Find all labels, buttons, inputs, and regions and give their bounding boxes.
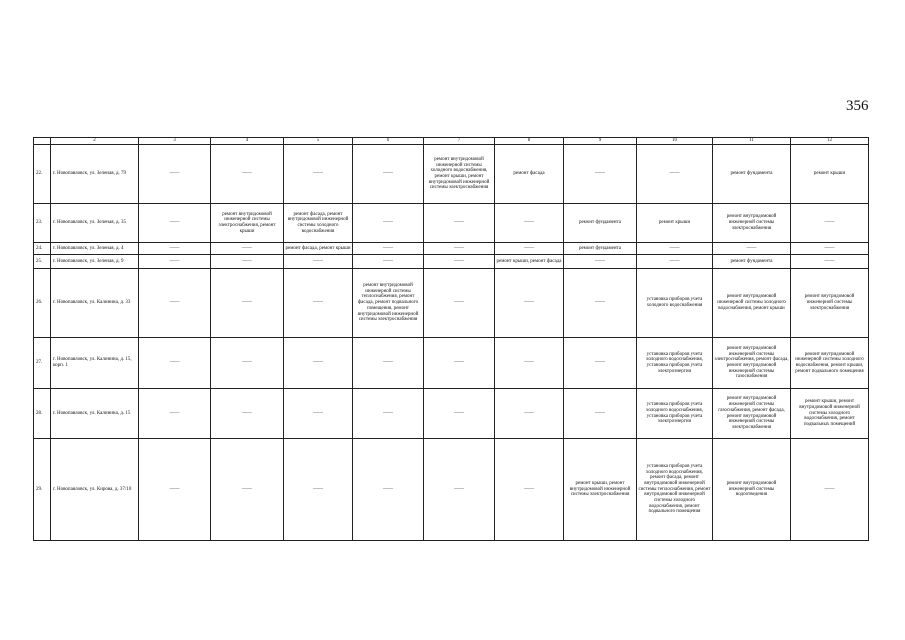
cell-col-4: ——: [211, 145, 284, 204]
cell-col-10: установка приборов учета холодного водоснабжения, установка приборов учета электроэнергии: [637, 338, 713, 389]
cell-col-11: ремонт фундамента: [713, 145, 791, 204]
header-cell-1: [34, 138, 51, 145]
cell-col-3: ——: [139, 389, 211, 439]
page-number: 356: [846, 98, 869, 114]
cell-col-3: ——: [139, 269, 211, 338]
header-cell-12: 12: [791, 138, 869, 145]
cell-col-12: ——: [791, 204, 869, 243]
cell-col-11: ремонт фундамента: [713, 255, 791, 269]
cell-col-7: ——: [424, 338, 495, 389]
cell-col-12: ремонт внутридомовой инженерной системы холодного водоснабжения, ремонт крыши, ремонт подвального помещения: [791, 338, 869, 389]
table-row: [34, 338, 869, 389]
header-cell-8: 8: [495, 138, 564, 145]
header-cell-11: 11: [713, 138, 791, 145]
row-number: 26.: [34, 269, 51, 338]
cell-col-4: ——: [211, 255, 284, 269]
header-cell-3: 3: [139, 138, 211, 145]
cell-col-11: ремонт внутридомовой инженерной системы холодного водоснабжения, ремонт крыши: [713, 269, 791, 338]
cell-col-9: ——: [564, 145, 637, 204]
cell-col-3: ——: [139, 204, 211, 243]
cell-col-5: ——: [284, 338, 353, 389]
header-cell-9: 9: [564, 138, 637, 145]
cell-col-9: ——: [564, 338, 637, 389]
cell-col-11: ремонт внутридомовой инженерной системы газоснабжения, ремонт фасада, ремонт внутридомовой инженерной системы электроснабжения: [713, 389, 791, 439]
repair-schedule-table: [33, 137, 869, 541]
cell-col-12: ремонт крыши: [791, 145, 869, 204]
cell-col-8: ремонт фасада: [495, 145, 564, 204]
cell-col-10: установка приборов учета холодного водоснабжения, ремонт фасада, ремонт внутридомовой инженерной системы теплоснабжения, ремонт внутридомовой инженерной системы холодного водоснабжения, ремонт подвального помещения: [637, 439, 713, 541]
cell-col-8: ——: [495, 389, 564, 439]
cell-col-10: установка приборов учета холодного водоснабжения: [637, 269, 713, 338]
cell-col-6: ——: [353, 439, 424, 541]
table-row: [34, 389, 869, 439]
table-row: [34, 243, 869, 255]
cell-col-9: ремонт крыши, ремонт внутридомовой инженерной системы электроснабжения: [564, 439, 637, 541]
cell-col-5: ——: [284, 145, 353, 204]
cell-col-11: ремонт внутридомовой инженерной системы электроснабжения, ремонт фасада, ремонт внутридомовой инженерной системы газоснабжения: [713, 338, 791, 389]
cell-col-4: ——: [211, 439, 284, 541]
cell-col-6: ——: [353, 243, 424, 255]
address-cell: г. Новопавловск, ул. Калинина, д. 15, корп. 1: [51, 338, 139, 389]
address-cell: г. Новопавловск, ул. Калинина, д. 15: [51, 389, 139, 439]
cell-col-8: ——: [495, 243, 564, 255]
cell-col-5: ——: [284, 439, 353, 541]
header-cell-2: 2: [51, 138, 139, 145]
cell-col-6: ——: [353, 338, 424, 389]
cell-col-8: ремонт крыши, ремонт фасада: [495, 255, 564, 269]
address-cell: г. Новопавловск, ул. Зеленая, д. 35: [51, 204, 139, 243]
cell-col-7: ——: [424, 255, 495, 269]
cell-col-12: ремонт внутридомовой инженерной системы электроснабжения: [791, 269, 869, 338]
table-row: [34, 204, 869, 243]
cell-col-6: ремонт внутридомовой инженерной системы теплоснабжения, ремонт фасада, ремонт подвального помещения, ремонт внутридомовой инженерной системы электроснабжения: [353, 269, 424, 338]
cell-col-7: ремонт внутридомовой инженерной системы холодного водоснабжения, ремонт крыши, ремонт внутридомовой инженерной системы электроснабжения: [424, 145, 495, 204]
cell-col-9: ремонт фундамента: [564, 204, 637, 243]
cell-col-5: ——: [284, 389, 353, 439]
cell-col-4: ——: [211, 389, 284, 439]
row-number: 23.: [34, 204, 51, 243]
row-number: 27.: [34, 338, 51, 389]
cell-col-7: ——: [424, 439, 495, 541]
cell-col-3: ——: [139, 338, 211, 389]
cell-col-5: ремонт фасада, ремонт крыши: [284, 243, 353, 255]
header-cell-4: 4: [211, 138, 284, 145]
cell-col-9: ——: [564, 269, 637, 338]
cell-col-12: ——: [791, 255, 869, 269]
address-cell: г. Новопавловск, ул. Калинина, д. 33: [51, 269, 139, 338]
cell-col-5: ремонт фасада, ремонт внутридомовой инженерной системы холодного водоснабжения: [284, 204, 353, 243]
cell-col-12: ——: [791, 243, 869, 255]
cell-col-5: ——: [284, 269, 353, 338]
header-cell-6: 6: [353, 138, 424, 145]
cell-col-10: ——: [637, 243, 713, 255]
address-cell: г. Новопавловск, ул. Зеленая, д. 79: [51, 145, 139, 204]
cell-col-3: ——: [139, 145, 211, 204]
table-row: [34, 439, 869, 541]
cell-col-10: ремонт крыши: [637, 204, 713, 243]
cell-col-3: ——: [139, 255, 211, 269]
cell-col-10: установка приборов учета холодного водоснабжения, установка приборов учета электроэнергии: [637, 389, 713, 439]
cell-col-11: ремонт внутридомовой инженерной системы электроснабжения: [713, 204, 791, 243]
row-number: 22.: [34, 145, 51, 204]
address-cell: г. Новопавловск, ул. Зеленая, д. 4: [51, 243, 139, 255]
address-cell: г. Новопавловск, ул. Зеленая, д. 9: [51, 255, 139, 269]
cell-col-4: ——: [211, 338, 284, 389]
cell-col-6: ——: [353, 204, 424, 243]
header-row: [34, 138, 869, 145]
cell-col-8: ——: [495, 204, 564, 243]
cell-col-5: ——: [284, 255, 353, 269]
cell-col-8: ——: [495, 439, 564, 541]
cell-col-10: ——: [637, 145, 713, 204]
table-row: [34, 255, 869, 269]
table-row: [34, 269, 869, 338]
row-number: 28.: [34, 389, 51, 439]
cell-col-6: ——: [353, 255, 424, 269]
cell-col-4: ремонт внутридомовой инженерной системы электроснабжения, ремонт крыши: [211, 204, 284, 243]
row-number: 25.: [34, 255, 51, 269]
cell-col-7: ——: [424, 269, 495, 338]
cell-col-10: ——: [637, 255, 713, 269]
header-cell-10: 10: [637, 138, 713, 145]
cell-col-12: ремонт крыши, ремонт внутридомовой инженерной системы холодного водоснабжения, ремонт подвальных помещений: [791, 389, 869, 439]
cell-col-3: ——: [139, 439, 211, 541]
cell-col-8: ——: [495, 338, 564, 389]
address-cell: г. Новопавловск, ул. Кирова, д. 37/10: [51, 439, 139, 541]
cell-col-6: ——: [353, 145, 424, 204]
cell-col-9: ——: [564, 255, 637, 269]
cell-col-7: ——: [424, 204, 495, 243]
cell-col-4: ——: [211, 269, 284, 338]
cell-col-8: ——: [495, 269, 564, 338]
cell-col-3: ——: [139, 243, 211, 255]
cell-col-9: ——: [564, 389, 637, 439]
row-number: 24.: [34, 243, 51, 255]
header-cell-5: 5: [284, 138, 353, 145]
cell-col-9: ремонт фундамента: [564, 243, 637, 255]
cell-col-11: ——: [713, 243, 791, 255]
cell-col-11: ремонт внутридомовой инженерной системы водоотведения: [713, 439, 791, 541]
row-number: 29.: [34, 439, 51, 541]
table-row: [34, 145, 869, 204]
cell-col-4: ——: [211, 243, 284, 255]
cell-col-7: ——: [424, 243, 495, 255]
header-cell-7: 7: [424, 138, 495, 145]
cell-col-6: ——: [353, 389, 424, 439]
cell-col-7: ——: [424, 389, 495, 439]
cell-col-12: ——: [791, 439, 869, 541]
